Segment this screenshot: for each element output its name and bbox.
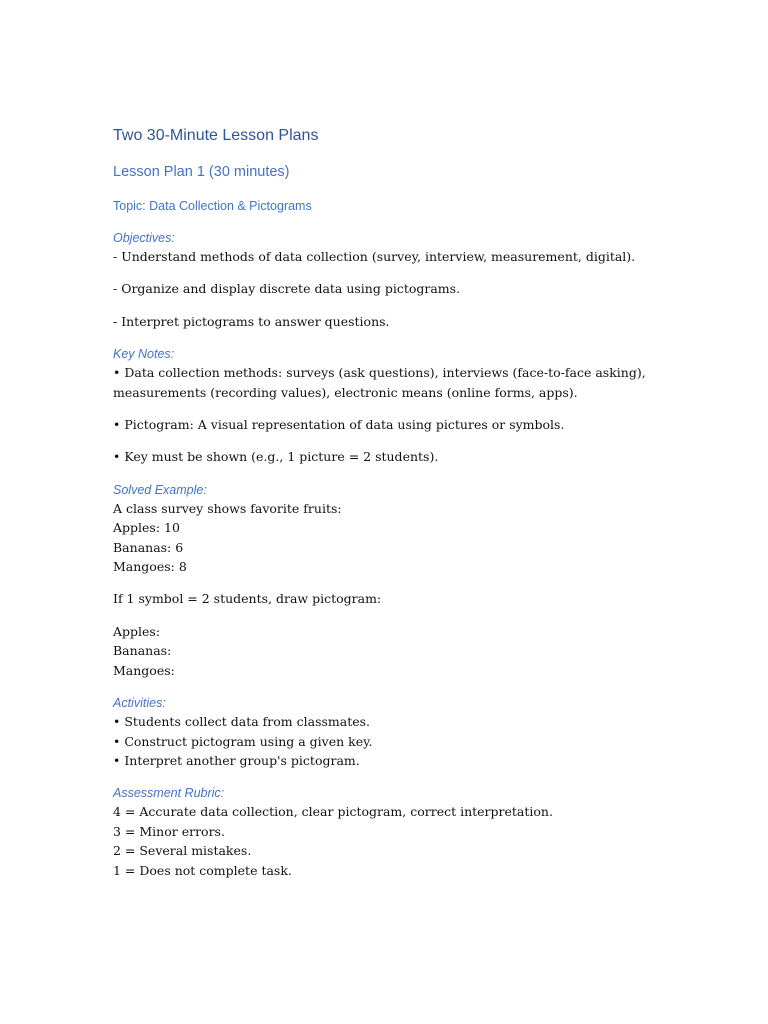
pictogram-line: Apples: [113, 623, 161, 639]
pictogram-line: Bananas: [113, 643, 172, 659]
objectives-label: Objectives: [113, 231, 175, 245]
key-notes-label: Key Notes: [113, 347, 175, 362]
solved-example-label: Solved Example: [113, 482, 207, 497]
rubric-item: 3 = Minor errors. [113, 823, 225, 839]
example-data-line: Apples: 10 [113, 520, 180, 536]
objective-item: - Interpret pictograms to answer questions. [113, 313, 390, 329]
assessment-rubric-label: Assessment Rubric: [113, 786, 225, 801]
example-data-line: Bananas: 6 [113, 539, 184, 555]
objective-item: - Organize and display discrete data using pictograms. [113, 281, 461, 297]
topic-heading: Topic: Data Collection & Pictograms [113, 199, 312, 213]
example-instruction: If 1 symbol = 2 students, draw pictogram: [113, 591, 382, 607]
example-intro: A class survey shows favorite fruits: [113, 500, 342, 516]
pictogram-line: Mangoes: [113, 662, 175, 678]
rubric-item: 1 = Does not complete task. [113, 862, 292, 878]
key-note-item: • Key must be shown (e.g., 1 picture = 2 students). [113, 449, 439, 465]
rubric-item: 4 = Accurate data collection, clear pictogram, correct interpretation. [113, 804, 553, 820]
key-note-item: • Pictogram: A visual representation of data using pictures or symbols. [113, 417, 565, 433]
activity-item: • Students collect data from classmates. [113, 714, 371, 730]
activities-label: Activities: [113, 696, 166, 711]
rubric-item: 2 = Several mistakes. [113, 843, 252, 859]
activity-item: • Interpret another group's pictogram. [113, 752, 360, 768]
activity-item: • Construct pictogram using a given key. [113, 733, 373, 749]
document-title: Two 30-Minute Lesson Plans [113, 127, 319, 144]
lesson-plan-heading: Lesson Plan 1 (30 minutes) [113, 164, 290, 180]
document-page [113, 124, 673, 880]
objective-item: - Understand methods of data collection (survey, interview, measurement, digital). [113, 249, 636, 264]
key-note-item: • Data collection methods: surveys (ask questions), interviews (face-to-face asking), measurements (recording values), electronic means (online forms, apps). [113, 365, 646, 400]
example-data-line: Mangoes: 8 [113, 559, 187, 575]
